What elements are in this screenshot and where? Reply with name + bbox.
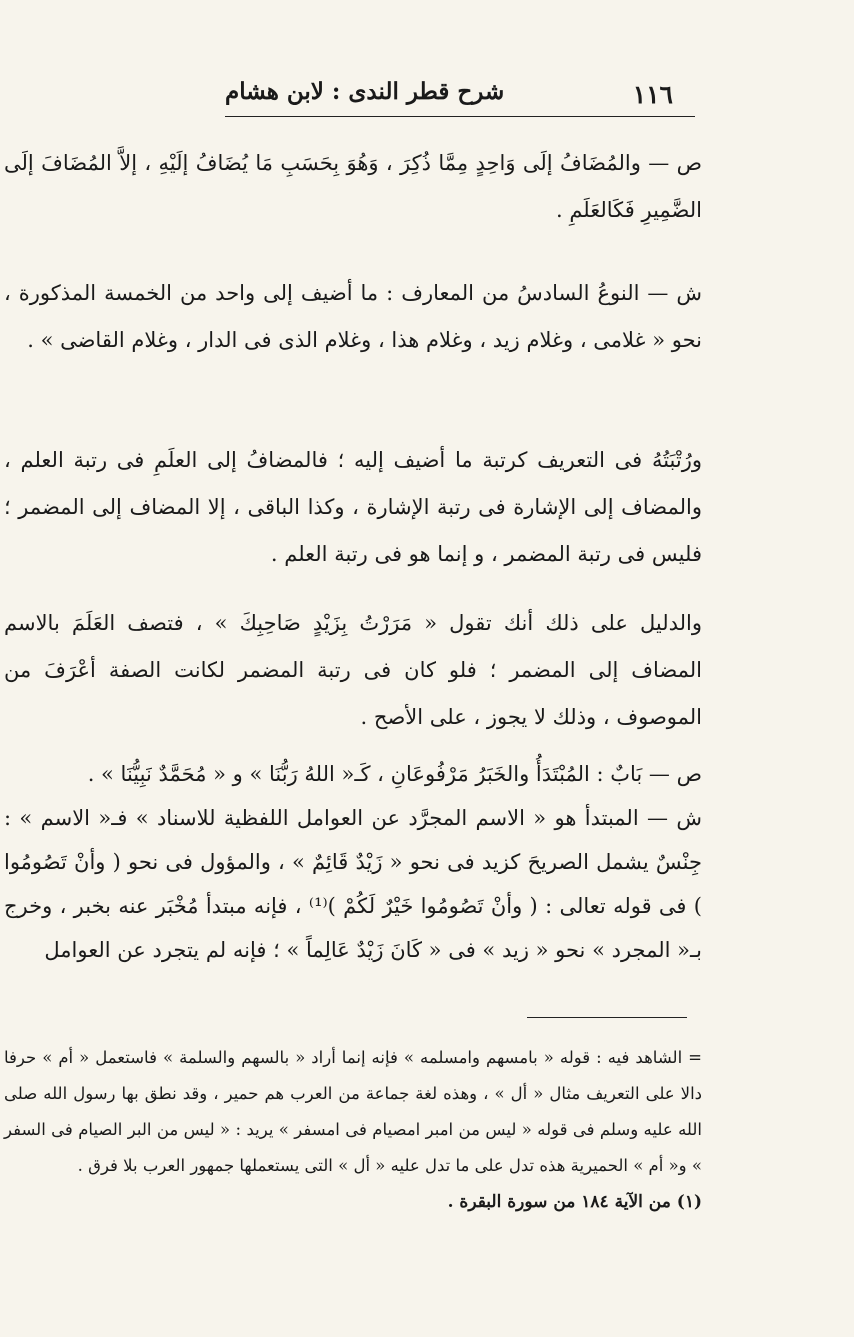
paragraph-explanation-1: ش — النوعُ السادسُ من المعارف : ما أضيف إلى واحد من الخمسة المذكورة ، نحو « غلامى ، وغلام زيد ، وغلام هذا ، وغلام الذى فى الدار ، وغلام القاضى » . [4, 281, 702, 352]
paragraph-explanation-3: والدليل على ذلك أنك تقول « مَرَرْتُ بِزَيْدٍ صَاحِبِكَ » ، فتصف العَلَمَ بالاسم المضاف إلى المضمر ؛ فلو كان فى رتبة المضمر لكانت الصفة أعْرَفَ من الموصوف ، وذلك لا يجوز ، على الأصح . [4, 611, 702, 729]
text-block-explanation-1 [4, 270, 702, 364]
footnotes [4, 1040, 702, 1220]
paragraph-explanation-2: ورُتْبَتُهُ فى التعريف كرتبة ما أضيف إليه ؛ فالمضافُ إلى العلَمِ فى رتبة العلم ، والمضاف إلى الإشارة فى رتبة الإشارة ، وكذا الباقى ، إلا المضاف إلى المضمر ؛ فليس فى رتبة المضمر ، و إنما هو فى رتبة العلم . [4, 448, 702, 566]
footnote-divider [527, 1017, 687, 1018]
text-block-explanation-3 [4, 600, 702, 741]
page-header [225, 76, 695, 117]
page-number: ١١٦ [632, 80, 673, 109]
text-block-added-text [4, 140, 702, 234]
paragraph-added-text: ص — والمُضَافُ إلَى وَاحِدٍ مِمَّا ذُكِرَ ، وَهُوَ بِحَسَبِ مَا يُضَافُ إلَيْهِ ، إلاَّ المُضَافَ إلَى الضَّمِيرِ فَكَالعَلَمِ . [4, 151, 702, 222]
paragraph-explanation-4: ش — المبتدأ هو « الاسم المجرَّد عن العوامل اللفظية للاسناد » فـ« الاسم » : جِنْسٌ يشمل الصريحَ كزيد فى نحو « زَيْدٌ قَائِمٌ » ، والمؤول فى نحو ( وأنْ تَصُومُوا ) فى قوله تعالى : ( وأنْ تَصُومُوا خَيْرٌ لَكُمْ )⁽¹⁾ ، فإنه مبتدأ مُخْبَر عنه بخبر ، وخرج بـ« المجرد » نحو « زيد » فى « كَانَ زَيْدٌ عَالِماً » ؛ فإنه لم يتجرد عن العوامل [4, 806, 702, 962]
text-block-explanation-2 [4, 437, 702, 578]
footnote-continued: = الشاهد فيه : قوله « بامسهم وامسلمه » فإنه إنما أراد « بالسهم والسلمة » فاستعمل « أم » حرفا دالا على التعريف مثال « أل » ، وهذه لغة جماعة من العرب هم حمير ، وقد نطق بها رسول الله صلى الله عليه وسلم فى قوله « ليس من امبر امصيام فى امسفر » يريد : « ليس من البر الصيام فى السفر » و« أم » الحميرية هذه تدل على ما تدل عليه « أل » التى يستعملها جمهور العرب بلا فرق . [4, 1048, 702, 1175]
text-block-chapter [4, 752, 702, 972]
running-title: شرح قطر الندى : لابن هشام [225, 78, 505, 105]
footnote-1: (١) من الآية ١٨٤ من سورة البقرة . [447, 1192, 702, 1212]
paragraph-chapter-heading: ص — بَابٌ : المُبْتَدَأُ والخَبَرُ مَرْفُوعَانِ ، كَـ« اللهُ رَبُّنَا » و « مُحَمَّدٌ نَبِيُّنَا » . [87, 762, 702, 786]
